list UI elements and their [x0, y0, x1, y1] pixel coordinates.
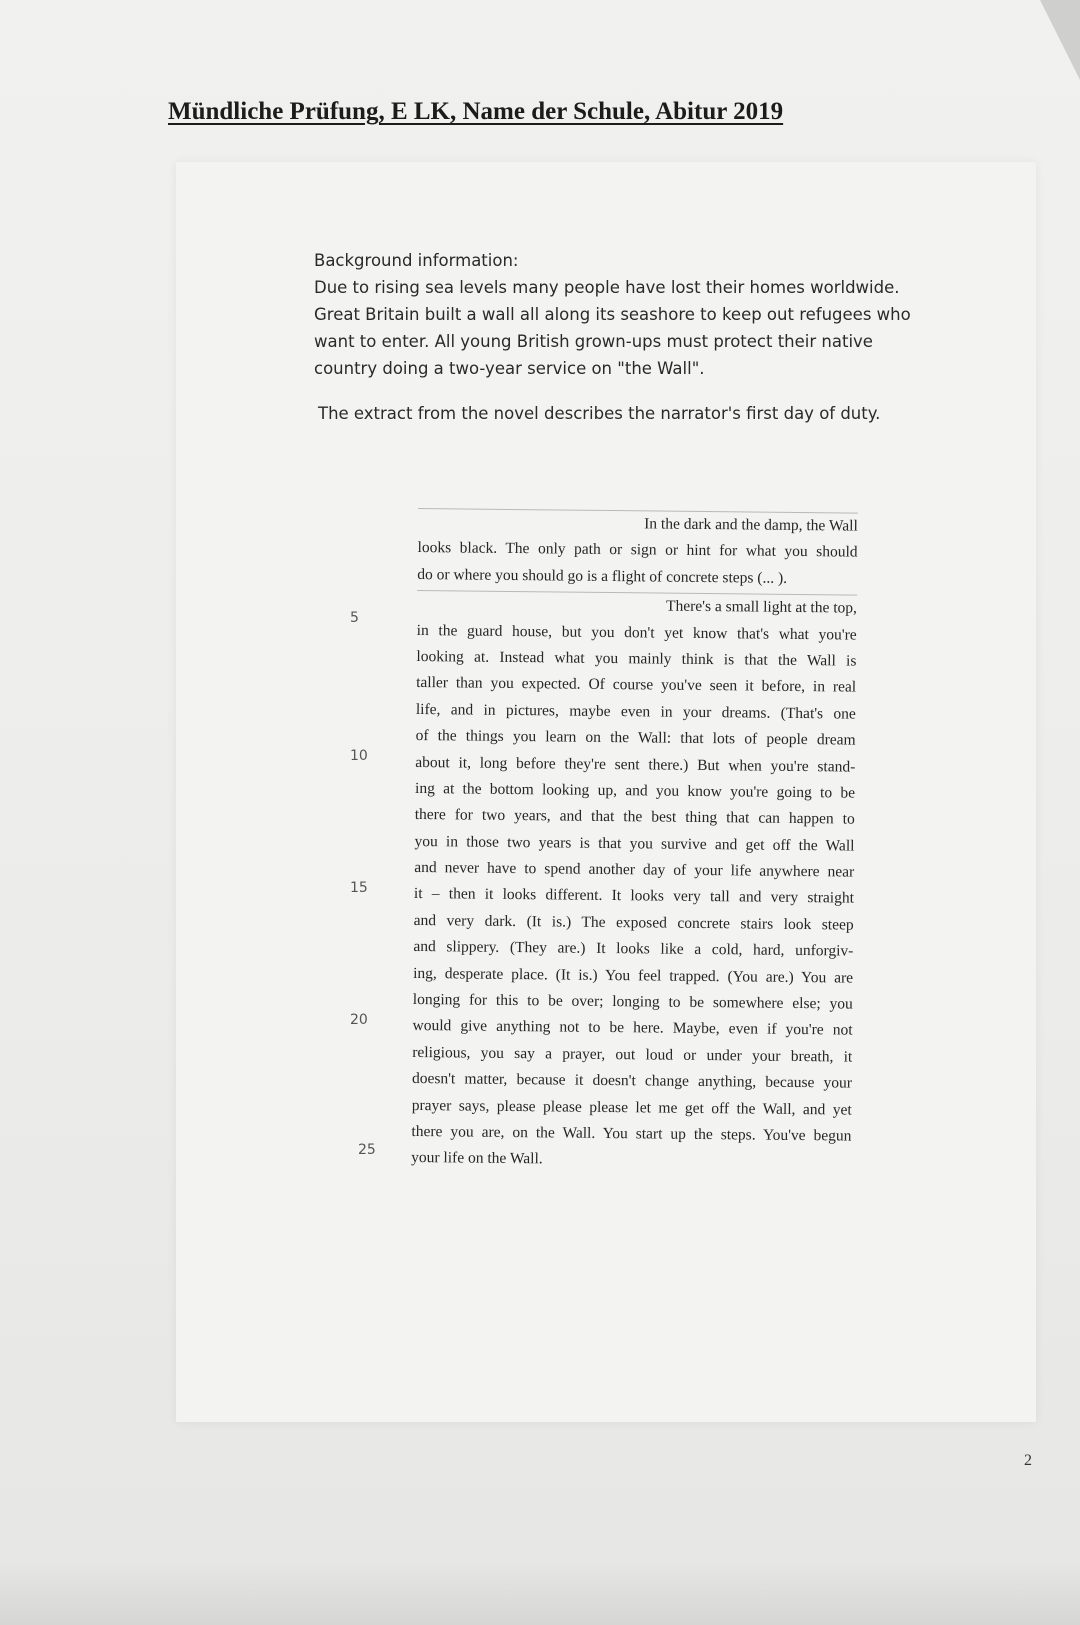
- novel-extract: [411, 508, 858, 1176]
- extract-line: it – then it looks different. It looks very tall and very straight: [413, 885, 855, 908]
- extract-line: ing at the bottom looking up, and you know you're going to be: [414, 779, 856, 802]
- extract-line: about it, long before they're sent there.) But when you're stand-: [415, 753, 856, 776]
- extract-line: prayer says, please please please let me get off the Wall, and yet: [411, 1096, 852, 1119]
- extract-line: religious, you say a prayer, out loud or under your breath, it: [412, 1043, 853, 1066]
- extract-line: There's a small light at the top,: [417, 590, 857, 622]
- page-number: 2: [1024, 1452, 1032, 1469]
- line-number: 15: [350, 880, 368, 896]
- extract-line: longing for this to be over; longing to be somewhere else; you: [412, 991, 853, 1013]
- page-header-title: Mündliche Prüfung, E LK, Name der Schule, Abitur 2019: [168, 98, 784, 125]
- background-line: Due to rising sea levels many people have lost their homes worldwide.: [314, 278, 900, 297]
- extract-intro: The extract from the novel describes the narrator's first day of duty.: [318, 404, 881, 423]
- extract-line: ing, desperate place. (It is.) You feel trapped. (You are.) You are: [413, 964, 854, 987]
- extract-line: you in those two years is that you survive and get off the Wall: [414, 832, 855, 855]
- background-heading: Background information:: [314, 251, 519, 270]
- line-number: 10: [350, 748, 368, 764]
- extract-line: doesn't matter, because it doesn't change anything, because your: [411, 1070, 853, 1092]
- extract-line: and slippery. (They are.) It looks like a cold, hard, unforgiv-: [413, 938, 854, 960]
- extract-line: In the dark and the damp, the Wall: [418, 508, 858, 540]
- background-line: want to enter. All young British grown-ups must protect their native: [314, 332, 873, 351]
- extract-line: and very dark. (It is.) The exposed concrete stairs look steep: [413, 911, 854, 934]
- extract-line: in the guard house, but you don't yet know that's what you're: [416, 621, 857, 644]
- background-line: Great Britain built a wall all along its seashore to keep out refugees who: [314, 305, 911, 324]
- extract-line: there for two years, and that the best thing that can happen to: [414, 806, 855, 828]
- extract-line: life, and in pictures, maybe even in your dreams. (That's one: [415, 700, 856, 723]
- line-number: 20: [350, 1012, 368, 1028]
- page-bottom-shadow: [0, 1560, 1080, 1625]
- background-information-block: [314, 247, 934, 382]
- extract-line: of the things you learn on the Wall: that lots of people dream: [415, 727, 856, 749]
- page-corner-fold: [1040, 0, 1080, 80]
- extract-line: there you are, on the Wall. You start up the steps. You've begun: [411, 1122, 852, 1145]
- extract-line: taller than you expected. Of course you've seen it before, in real: [416, 674, 857, 696]
- extract-line: looks black. The only path or sign or hint for what you should: [417, 539, 858, 561]
- line-number: 25: [358, 1142, 376, 1158]
- extract-line: do or where you should go is a flight of concrete steps (... ).: [417, 565, 788, 587]
- extract-line: looking at. Instead what you mainly think is that the Wall is: [416, 647, 857, 670]
- extract-line: and never have to spend another day of your life anywhere near: [414, 859, 855, 881]
- extract-line: would give anything not to be here. Maybe, even if you're not: [412, 1017, 853, 1040]
- extract-line: your life on the Wall.: [411, 1149, 543, 1168]
- background-line: country doing a two-year service on "the Wall".: [314, 359, 705, 378]
- line-number: 5: [350, 610, 359, 626]
